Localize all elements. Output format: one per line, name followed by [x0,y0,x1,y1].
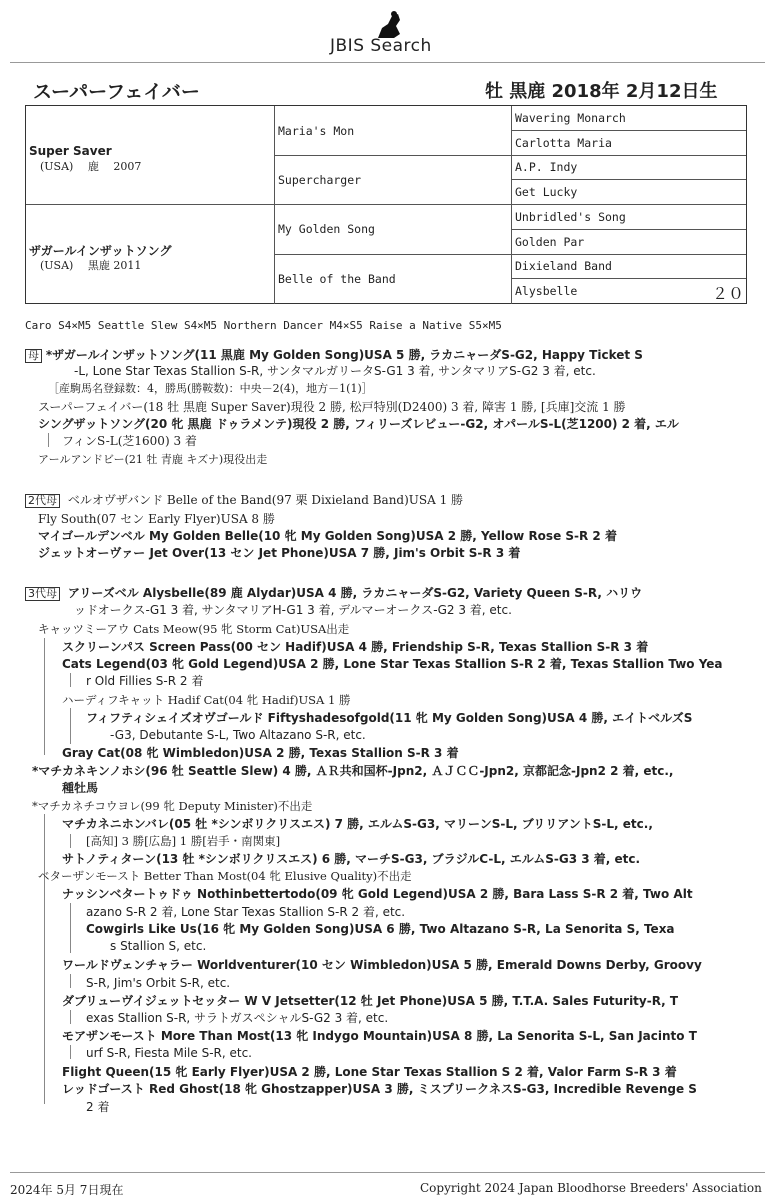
sire-info: (USA) 鹿 2007 [40,160,142,173]
gen2-name: My Golden Song [278,222,375,236]
progeny-entry-cont: 2 着 [86,1100,110,1114]
horse-summary: 牡 黒鹿 2018年 2月12日生 [485,81,718,102]
progeny-entry[interactable]: スクリーンパス Screen Pass(00 セン Hadif)USA 4 勝, Friendship S-R, Texas Stallion S-R 3 着 [62,640,649,654]
pedigree-gen2-cell[interactable] [275,106,512,156]
pedigree-dam-cell[interactable] [26,205,275,304]
tree-line [70,708,71,744]
pedigree-gen2-cell[interactable] [275,156,512,205]
pedigree-gen3-cell[interactable] [512,205,746,230]
second-dam-line [25,492,463,508]
progeny-entry[interactable]: Gray Cat(08 牝 Wimbledon)USA 2 勝, Texas Stallion S-R 3 着 [62,746,459,760]
tree-line [44,814,45,1104]
progeny-entry[interactable]: Fly South(07 セン Early Flyer)USA 8 勝 [38,512,275,526]
progeny-entry[interactable]: Flight Queen(15 牝 Early Flyer)USA 2 勝, Lone Star Texas Stallion S 2 着, Valor Farm S-R 3 着 [62,1065,677,1079]
progeny-entry[interactable]: Cowgirls Like Us(16 牝 My Golden Song)USA 6 勝, Two Altazano S-R, La Senorita S, Texa [86,922,675,936]
pedigree-gen2-cell[interactable] [275,205,512,255]
progeny-entry[interactable]: ワールドヴェンチャラー Worldventurer(10 セン Wimbledon)USA 5 勝, Emerald Downs Derby, Groovy [62,958,702,972]
progeny-entry[interactable]: マチカネニホンバレ(05 牡 *シンボリクリスエス) 7 勝, エルムS-G3, マリーンS-L, ブリリアントS-L, etc., [62,817,653,831]
dam-record-cont: -L, Lone Star Texas Stallion S-R, サンタマルガリータS-G1 3 着, サンタマリアS-G2 3 着, etc. [74,364,596,378]
progeny-entry-cont: r Old Fillies S-R 2 着 [86,674,204,688]
progeny-entry-cont: urf S-R, Fiesta Mile S-R, etc. [86,1046,252,1060]
progeny-entry[interactable]: ダブリューヴイジェットセッター W V Jetsetter(12 牡 Jet Phone)USA 5 勝, T.T.A. Sales Futurity-R, T [62,994,679,1008]
gen2-name: Belle of the Band [278,272,396,286]
gen3-name: Alysbelle [515,284,578,298]
pedigree-gen3-cell[interactable] [512,279,746,304]
gen3-name: Dixieland Band [515,259,612,273]
pedigree-gen3-cell[interactable] [512,131,746,156]
gen2-name: Supercharger [278,173,362,187]
progeny-entry-cont: exas Stallion S-R, サラトガスペシャルS-G2 3 着, etc. [86,1011,389,1025]
gen3-name: Wavering Monarch [515,111,626,125]
pedigree-gen3-cell[interactable] [512,180,746,205]
progeny-entry[interactable]: Cats Legend(03 牝 Gold Legend)USA 2 勝, Lone Star Texas Stallion S-R 2 着, Texas Stallion Two Yea [62,657,723,671]
progeny-entry-cont: s Stallion S, etc. [110,939,207,953]
as-of-date: 2024年 5月 7日現在 [10,1183,124,1197]
tree-line [70,974,71,988]
progeny-entry-cont: azano S-R 2 着, Lone Star Texas Stallion S-R 2 着, etc. [86,905,406,919]
footer-divider [10,1172,765,1173]
progeny-entry[interactable]: フィフティシェイズオヴゴールド Fiftyshadesofgold(11 牝 My Golden Song)USA 4 勝, エイトベルズS [86,711,693,725]
tree-line [44,638,45,755]
logo-text: JBIS Search [330,36,432,56]
tree-line [70,903,71,953]
third-dam-record-cont: ッドオークス-G1 3 着, サンタマリアH-G1 3 着, デルマーオークス-G2 3 着, etc. [74,603,512,617]
progeny-entry[interactable]: マイゴールデンベル My Golden Belle(10 牝 My Golden Song)USA 2 勝, Yellow Rose S-R 2 着 [38,529,617,543]
tree-line [70,834,71,848]
progeny-entry[interactable]: *マチカネチコウヨレ(99 牝 Deputy Minister)不出走 [32,799,313,813]
progeny-entry[interactable]: スーパーフェイバー(18 牡 黒鹿 Super Saver)現役 2 勝, 松戸特別(D2400) 3 着, 障害 1 勝, [兵庫]交流 1 勝 [38,400,626,414]
progeny-entry[interactable]: *マチカネキンノホシ(96 牡 Seattle Slew) 4 勝, ＡＲ共和国杯-Jpn2, ＡＪＣＣ-Jpn2, 京都記念-Jpn2 2 着, etc., [32,764,674,778]
pedigree-gen3-cell[interactable] [512,156,746,180]
header-divider [10,62,765,63]
jbis-logo[interactable] [330,8,460,54]
dam-tag: 母 [25,349,42,363]
tree-line [70,673,71,687]
sire-name: Super Saver [29,144,112,158]
progeny-entry[interactable]: シングザットソング(20 牝 黒鹿 ドゥラメンテ)現役 2 勝, フィリーズレビュー-G2, オパールS-L(芝1200) 2 着, エル [38,417,679,431]
progeny-entry[interactable]: アールアンドビー(21 牡 青鹿 キズナ)現役出走 [38,453,268,466]
dam-info: (USA) 黒鹿 2011 [40,259,142,272]
second-dam-record: ベルオヴザバンド Belle of the Band(97 栗 Dixieland Band)USA 1 勝 [67,493,464,507]
progeny-entry[interactable]: レッドゴースト Red Ghost(18 牝 Ghostzapper)USA 3 勝, ミスプリークネスS-G3, Incredible Revenge S [62,1082,697,1096]
pedigree-table [25,105,747,304]
dam-progeny-stats: ［産駒馬名登録数：4，勝馬(勝鞍数)：中央－2(4)，地方－1(1)］ [48,382,373,395]
progeny-entry-cont: 種牡馬 [62,781,99,795]
progeny-entry-cont: フィンS-L(芝1600) 3 着 [62,434,197,448]
gen3-name: Get Lucky [515,185,578,199]
gen3-name: Unbridled's Song [515,210,626,224]
gen3-name: Carlotta Maria [515,136,612,150]
pedigree-number: ２０ [712,284,745,303]
third-dam-line [25,585,642,601]
copyright: Copyright 2024 Japan Bloodhorse Breeders' Association [420,1181,762,1195]
progeny-entry[interactable]: ジェットオーヴァー Jet Over(13 セン Jet Phone)USA 7 勝, Jim's Orbit S-R 3 着 [38,546,521,560]
tree-line [70,1045,71,1059]
gen3-name: Golden Par [515,235,585,249]
third-dam-tag: 3代母 [25,587,60,601]
progeny-entry-cont: [高知] 3 勝[広島] 1 勝[岩手・南関東] [86,834,281,848]
progeny-entry[interactable]: モアザンモースト More Than Most(13 牝 Indygo Mountain)USA 8 勝, La Senorita S-L, San Jacinto T [62,1029,697,1043]
progeny-entry-cont: S-R, Jim's Orbit S-R, etc. [86,976,231,990]
progeny-entry[interactable]: ハーディフキャット Hadif Cat(04 牝 Hadif)USA 1 勝 [62,693,351,707]
progeny-entry[interactable]: ベターザンモースト Better Than Most(04 牝 Elusive Quality)不出走 [38,869,412,883]
second-dam-tag: 2代母 [25,494,60,508]
pedigree-sire-cell[interactable] [26,106,275,205]
third-dam-record: アリーズベル Alysbelle(89 鹿 Alydar)USA 4 勝, ラカニャーダS-G2, Variety Queen S-R, ハリウ [67,586,643,600]
pedigree-gen3-cell[interactable] [512,106,746,131]
progeny-entry[interactable]: サトノティターン(13 牡 *シンボリクリスエス) 6 勝, マーチS-G3, ブラジルC-L, エルムS-G3 3 着, etc. [62,852,641,866]
dam-record: *ザガールインザットソング(11 黒鹿 My Golden Song)USA 5 勝, ラカニャーダS-G2, Happy Ticket S [45,348,643,362]
dam-name: ザガールインザットソング [29,244,172,258]
inbreeding-line: Caro S4×M5 Seattle Slew S4×M5 Northern Dancer M4×S5 Raise a Native S5×M5 [25,319,502,332]
gen2-name: Maria's Mon [278,124,355,138]
horse-name: スーパーフェイバー [33,81,200,103]
progeny-entry-cont: -G3, Debutante S-L, Two Altazano S-R, etc. [110,728,366,742]
pedigree-gen3-cell[interactable] [512,230,746,255]
tree-line [48,433,49,447]
tree-line [70,1010,71,1024]
dam-record-line [25,347,643,363]
gen3-name: A.P. Indy [515,160,578,174]
progeny-entry[interactable]: ナッシンベタートゥドゥ Nothinbettertodo(09 牝 Gold Legend)USA 2 勝, Bara Lass S-R 2 着, Two Alt [62,887,693,901]
pedigree-gen3-cell[interactable] [512,255,746,279]
pedigree-gen2-cell[interactable] [275,255,512,304]
progeny-entry[interactable]: キャッツミーアウ Cats Meow(95 牝 Storm Cat)USA出走 [38,622,350,636]
